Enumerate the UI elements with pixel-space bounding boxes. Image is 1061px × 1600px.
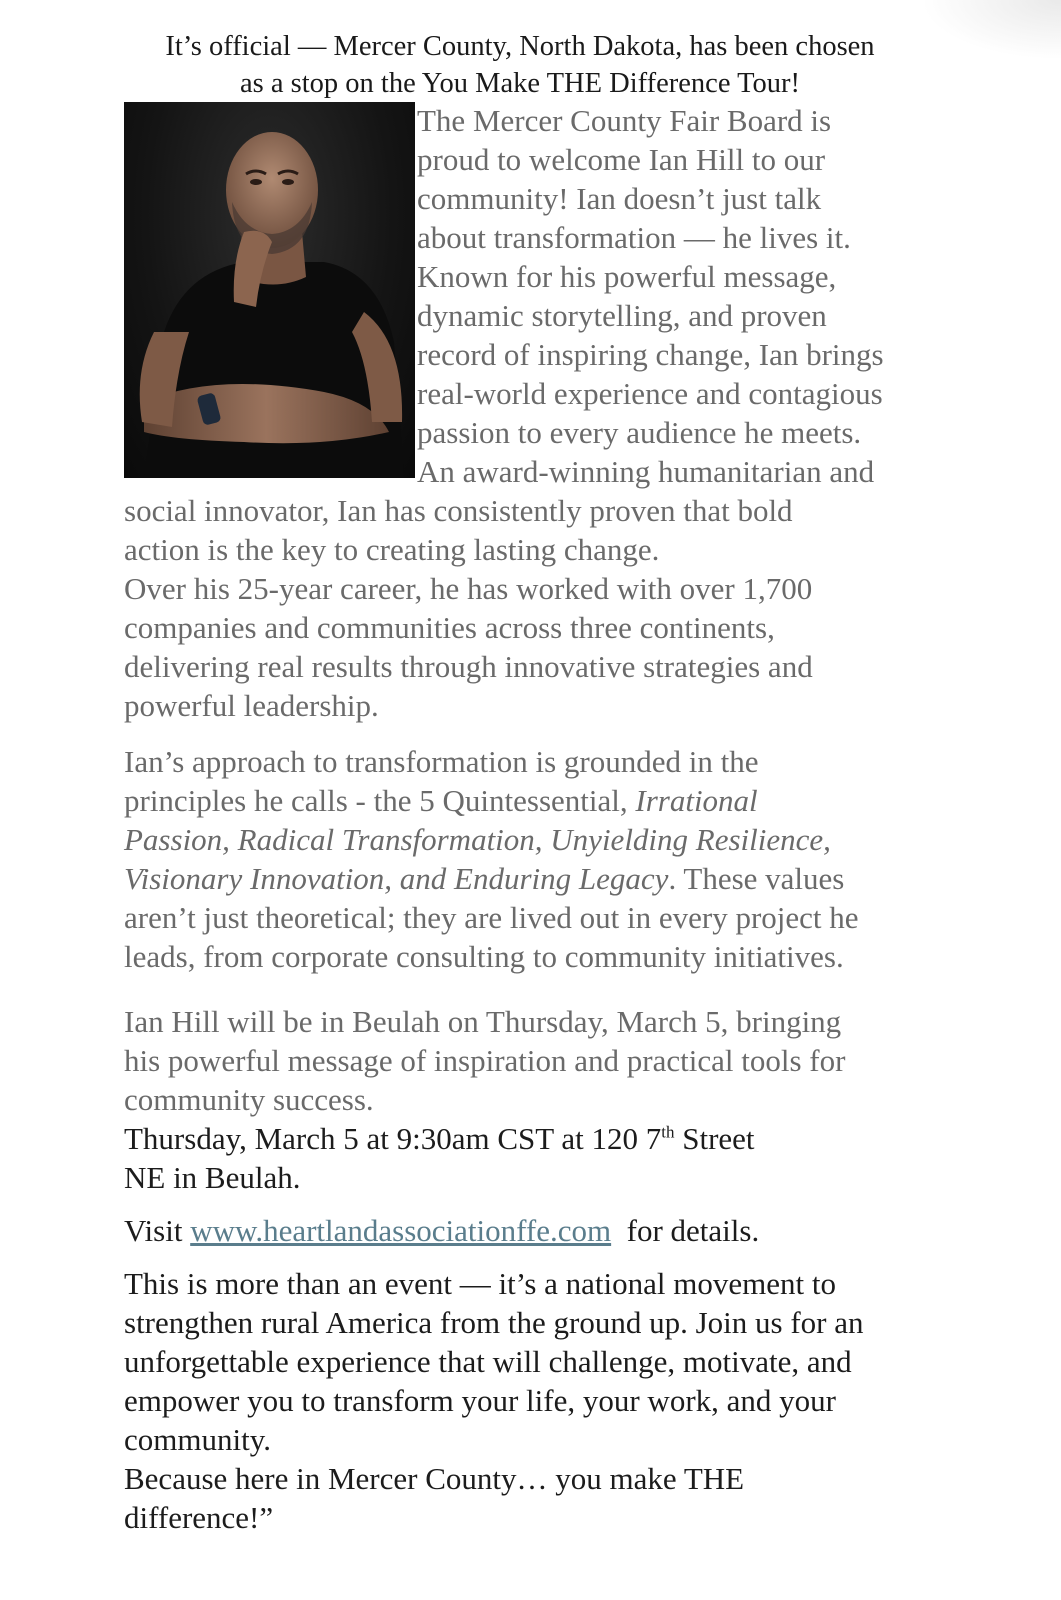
intro-paragraph-floated bbox=[417, 101, 922, 491]
closing-line: strengthen rural America from the ground up. Join us for an bbox=[124, 1305, 864, 1340]
approach-line bbox=[124, 859, 924, 898]
header-line-2: as a stop on the You Make THE Difference Tour! bbox=[240, 68, 800, 99]
ordinal-suffix: th bbox=[661, 1122, 675, 1142]
intro-line: about transformation — he lives it. bbox=[417, 220, 851, 255]
portrait-illustration bbox=[124, 102, 415, 478]
quintessential-italic: Visionary Innovation, and Enduring Legacy bbox=[124, 861, 669, 896]
event-details-text: Street bbox=[674, 1121, 755, 1156]
intro-line: real-world experience and contagious bbox=[417, 376, 883, 411]
visit-line bbox=[124, 1211, 924, 1250]
intro-line: An award-winning humanitarian and bbox=[417, 454, 875, 489]
visit-text: for details. bbox=[611, 1213, 760, 1248]
career-line: Over his 25-year career, he has worked with over 1,700 bbox=[124, 571, 813, 606]
closing-paragraph bbox=[124, 1264, 924, 1537]
quintessential-italic: Passion, Radical Transformation, Unyielding Resilience, bbox=[124, 822, 831, 857]
intro-line: action is the key to creating lasting change. bbox=[124, 532, 660, 567]
intro-line: passion to every audience he meets. bbox=[417, 415, 862, 450]
approach-line: aren’t just theoretical; they are lived out in every project he bbox=[124, 900, 859, 935]
intro-line: dynamic storytelling, and proven bbox=[417, 298, 827, 333]
speaker-photo bbox=[124, 102, 415, 478]
approach-text: . These values bbox=[668, 861, 845, 896]
event-paragraph bbox=[124, 1002, 924, 1197]
quintessential-italic: Irrational bbox=[635, 783, 758, 818]
event-line: Ian Hill will be in Beulah on Thursday, March 5, bringing bbox=[124, 1004, 842, 1039]
approach-paragraph bbox=[124, 742, 924, 976]
closing-line: This is more than an event — it’s a national movement to bbox=[124, 1266, 836, 1301]
closing-line: empower you to transform your life, your work, and your bbox=[124, 1383, 836, 1418]
career-line: companies and communities across three continents, bbox=[124, 610, 775, 645]
event-line: his powerful message of inspiration and practical tools for bbox=[124, 1043, 846, 1078]
intro-line: proud to welcome Ian Hill to our bbox=[417, 142, 826, 177]
intro-line: Known for his powerful message, bbox=[417, 259, 837, 294]
event-details-text: Thursday, March 5 at 9:30am CST at 120 7 bbox=[124, 1121, 662, 1156]
intro-line: The Mercer County Fair Board is bbox=[417, 103, 832, 138]
approach-line: leads, from corporate consulting to community initiatives. bbox=[124, 939, 844, 974]
intro-paragraph-continued bbox=[124, 491, 924, 725]
visit-text: Visit bbox=[124, 1213, 191, 1248]
event-details bbox=[124, 1119, 924, 1158]
career-line: powerful leadership. bbox=[124, 688, 379, 723]
career-line: delivering real results through innovative strategies and bbox=[124, 649, 813, 684]
website-link[interactable]: www.heartlandassociationffe.com bbox=[190, 1213, 612, 1248]
intro-line: social innovator, Ian has consistently proven that bold bbox=[124, 493, 793, 528]
closing-line: community. bbox=[124, 1422, 271, 1457]
approach-line bbox=[124, 820, 924, 859]
approach-line bbox=[124, 781, 924, 820]
closing-line: difference!” bbox=[124, 1500, 274, 1535]
approach-line: Ian’s approach to transformation is grounded in the bbox=[124, 744, 759, 779]
intro-line: record of inspiring change, Ian brings bbox=[417, 337, 884, 372]
intro-line: community! Ian doesn’t just talk bbox=[417, 181, 822, 216]
event-line: community success. bbox=[124, 1082, 374, 1117]
event-details: NE in Beulah. bbox=[124, 1160, 301, 1195]
closing-line: Because here in Mercer County… you make THE bbox=[124, 1461, 745, 1496]
closing-line: unforgettable experience that will challenge, motivate, and bbox=[124, 1344, 852, 1379]
announcement-header bbox=[0, 28, 1040, 102]
approach-text: principles he calls - the 5 Quintessential, bbox=[124, 783, 636, 818]
header-line-1: It’s official — Mercer County, North Dakota, has been chosen bbox=[165, 31, 875, 62]
